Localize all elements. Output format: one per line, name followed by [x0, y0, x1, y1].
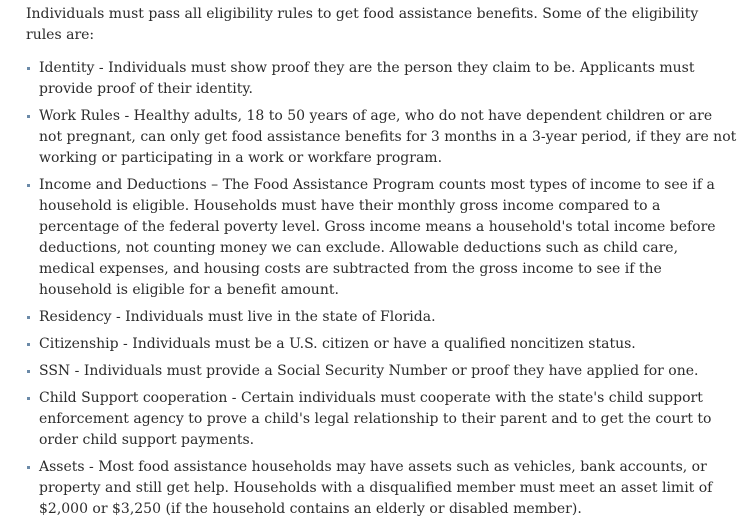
- list-item-text: Assets - Most food assistance households may have assets such as vehicles, bank accounts, or property and still get help. Households with a disqualified member must meet an asset limit of $2,000 or $3,250 (if the household contains an elderly or disabled member).: [39, 459, 713, 517]
- list-item-residency: [26, 307, 738, 328]
- list-item-text: Identity - Individuals must show proof they are the person they claim to be. Applicants must provide proof of their identity.: [39, 60, 695, 97]
- list-item-income-deductions: [26, 175, 738, 301]
- intro-paragraph: Individuals must pass all eligibility rules to get food assistance benefits. Some of the eligibility rules are:: [26, 6, 699, 43]
- bullet-icon: [27, 343, 30, 346]
- bullet-icon: [27, 184, 30, 187]
- eligibility-rules-list: [26, 58, 738, 520]
- bullet-icon: [27, 466, 30, 469]
- bullet-icon: [27, 397, 30, 400]
- list-item-ssn: [26, 361, 738, 382]
- bullet-icon: [27, 115, 30, 118]
- list-item-text: Income and Deductions – The Food Assistance Program counts most types of income to see if a household is eligible. Households must have their monthly gross income compared to a percentage of the federal poverty level. Gross income means a household's total income before deductions, not counting money we can exclude. Allowable deductions such as child care, medical expenses, and housing costs are subtracted from the gross income to see if the household is eligible for a benefit amount.: [39, 177, 716, 298]
- list-item-text: Citizenship - Individuals must be a U.S. citizen or have a qualified noncitizen status.: [39, 336, 636, 352]
- list-item-text: Residency - Individuals must live in the state of Florida.: [39, 309, 436, 325]
- list-item-text: Work Rules - Healthy adults, 18 to 50 years of age, who do not have dependent children or are not pregnant, can only get food assistance benefits for 3 months in a 3-year period, if they are not working or participating in a work or workfare program.: [39, 108, 737, 166]
- list-item-text: Child Support cooperation - Certain individuals must cooperate with the state's child support enforcement agency to prove a child's legal relationship to their parent and to get the court to order child support payments.: [39, 390, 712, 448]
- bullet-icon: [27, 67, 30, 70]
- bullet-icon: [27, 370, 30, 373]
- list-item-child-support: [26, 388, 738, 451]
- list-item-identity: [26, 58, 738, 100]
- eligibility-content: [26, 4, 738, 526]
- list-item-citizenship: [26, 334, 738, 355]
- bullet-icon: [27, 316, 30, 319]
- list-item-text: SSN - Individuals must provide a Social Security Number or proof they have applied for one.: [39, 363, 699, 379]
- list-item-assets: [26, 457, 738, 520]
- list-item-work-rules: [26, 106, 738, 169]
